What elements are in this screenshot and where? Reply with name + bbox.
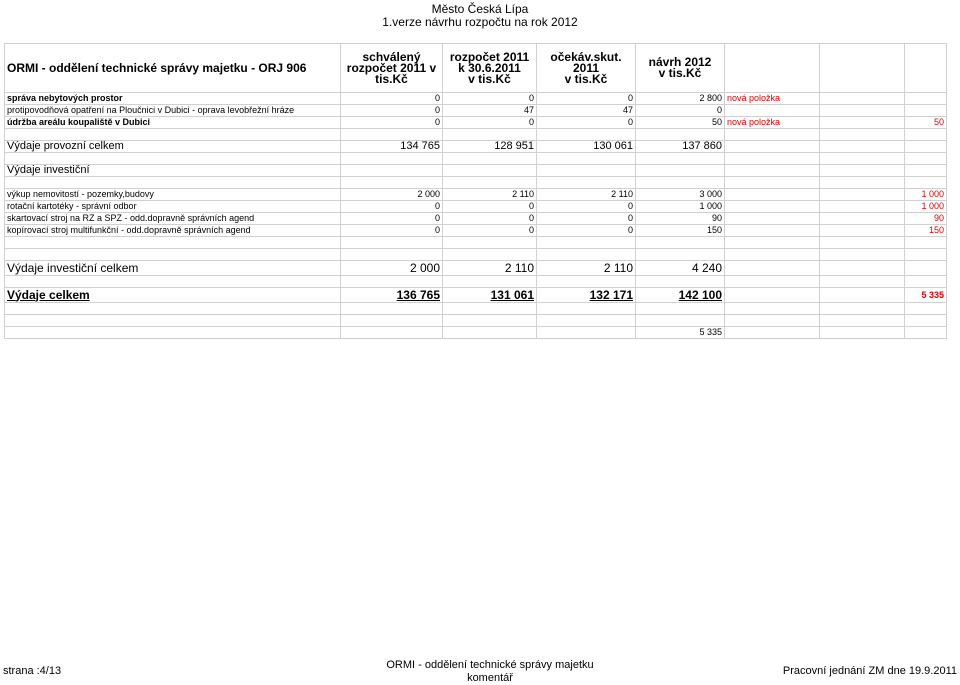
city-title: Město Česká Lípa	[431, 2, 529, 16]
col-header-expected: očekáv.skut. 2011 v tis.Kč	[537, 44, 636, 93]
page-number: strana :4/13	[3, 665, 62, 677]
col-header-approved: schválený rozpočet 2011 v tis.Kč	[341, 44, 443, 93]
footer-center: ORMI - oddělení technické správy majetku komentář	[386, 659, 594, 684]
section-title: ORMI - oddělení technické správy majetku - ORJ 906	[5, 44, 341, 93]
note-new-item: nová položka	[725, 93, 820, 105]
table-row: výkup nemovitostí - pozemky,budovy 2 000 2 110 2 110 3 000 1 000	[5, 189, 947, 201]
col-header-proposal: návrh 2012 v tis.Kč	[636, 44, 725, 93]
table-row: rotační kartotéky - správní odbor 0 0 0 1 000 1 000	[5, 201, 947, 213]
provozni-total-row: Výdaje provozní celkem 134 765 128 951 130 061 137 860	[5, 141, 947, 153]
note-new-item: nová položka	[725, 117, 820, 129]
table-row: správa nebytových prostor 0 0 0 2 800 nová položka	[5, 93, 947, 105]
budget-table	[4, 43, 947, 339]
table-row: skartovací stroj na RZ a SPZ - odd.dopravně správních agend 0 0 0 90 90	[5, 213, 947, 225]
table-row: kopírovací stroj multifunkční - odd.dopravně správních agend 0 0 0 150 150	[5, 225, 947, 237]
meeting-date: Pracovní jednání ZM dne 19.9.2011	[782, 665, 957, 677]
bottom-value-row: 5 335	[5, 327, 947, 339]
investicni-heading-row: Výdaje investiční	[5, 165, 947, 177]
investicni-total-row: Výdaje investiční celkem 2 000 2 110 2 110 4 240	[5, 261, 947, 276]
table-row: údržba areálu koupaliště v Dubici 0 0 0 50 nová položka 50	[5, 117, 947, 129]
grand-total-row: Výdaje celkem 136 765 131 061 132 171 142 100 5 335	[5, 288, 947, 303]
col-header-budget-june: rozpočet 2011 k 30.6.2011 v tis.Kč	[443, 44, 537, 93]
header-row	[5, 44, 947, 93]
document-subtitle: 1.verze návrhu rozpočtu na rok 2012	[382, 15, 578, 29]
table-row: protipovodňová opatření na Ploučnici v Dubici - oprava levobřežní hráze 0 47 47 0	[5, 105, 947, 117]
